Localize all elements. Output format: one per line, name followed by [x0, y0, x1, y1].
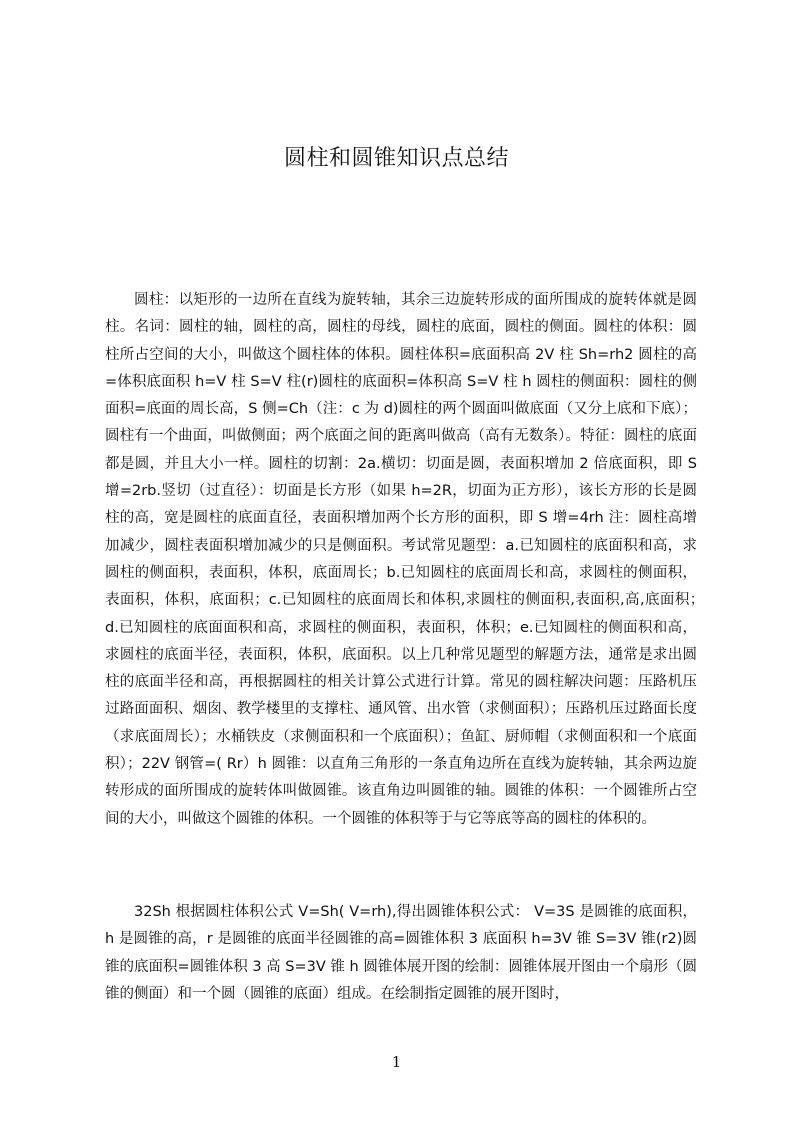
- body-paragraph-cone: 32Sh 根据圆柱体积公式 V=Sh( V=rh),得出圆锥体积公式： V=3S 是圆锥的底面积，h 是圆锥的高，r 是圆锥的底面半径圆锥的高=圆锥体积 3 底面积 h=3V 锥 S=3V 锥(r2)圆锥的底面积=圆锥体积 3 高 S=3V 锥 h 圆锥体展开图的绘制：圆锥体展开图由一个扇形（圆锥的侧面）和一个圆（圆锥的底面）组成。在绘制指定圆锥的展开图时，: [105, 904, 697, 1002]
- body-paragraph-cylinder: 圆柱：以矩形的一边所在直线为旋转轴，其余三边旋转形成的面所围成的旋转体就是圆柱。名词：圆柱的轴，圆柱的高，圆柱的母线，圆柱的底面，圆柱的侧面。圆柱的体积：圆柱所占空间的大小，叫做这个圆柱体的体积。圆柱体积=底面积高 2V 柱 Sh=rh2 圆柱的高=体积底面积 h=V 柱 S=V 柱(r)圆柱的底面积=体积高 S=V 柱 h 圆柱的侧面积：圆柱的侧面积=底面的周长高，S 侧=Ch（注：c 为 d)圆柱的两个圆面叫做底面（又分上底和下底）；圆柱有一个曲面，叫做侧面；两个底面之间的距离叫做高（高有无数条）。特征：圆柱的底面都是圆，并且大小一样。圆柱的切割：2a.横切：切面是圆，表面积增加 2 倍底面积，即 S 增=2rb.竖切（过直径）：切面是长方形（如果 h=2R，切面为正方形），该长方形的长是圆柱的高，宽是圆柱的底面直径，表面积增加两个长方形的面积，即 S 增=4rh 注：圆柱高增加减少，圆柱表面积增加减少的只是侧面积。考试常见题型：a.已知圆柱的底面积和高，求圆柱的侧面积，表面积，体积，底面周长；b.已知圆柱的底面周长和高，求圆柱的侧面积，表面积，体积，底面积；c.已知圆柱的底面周长和体积,求圆柱的侧面积,表面积,高,底面积； d.已知圆柱的底面面积和高，求圆柱的侧面积，表面积，体积；e.已知圆柱的侧面积和高，求圆柱的底面半径，表面积，体积，底面积。以上几种常见题型的解题方法，通常是求出圆柱的底面半径和高，再根据圆柱的相关计算公式进行计算。常见的圆柱解决问题：压路机压过路面面积、烟囱、教学楼里的支撑柱、通风管、出水管（求侧面积）；压路机压过路面长度（求底面周长）；水桶铁皮（求侧面积和一个底面积）；鱼缸、厨师帽（求侧面积和一个底面积）；22V 钢管=( Rr）h 圆锥：以直角三角形的一条直角边所在直线为旋转轴，其余两边旋转形成的面所围成的旋转体叫做圆锥。该直角边叫圆锥的轴。圆锥的体积：一个圆锥所占空间的大小，叫做这个圆锥的体积。一个圆锥的体积等于与它等底等高的圆柱的体积的。: [105, 292, 726, 827]
- document-title: 圆柱和圆锥知识点总结: [283, 146, 509, 171]
- page-number: 1: [391, 1053, 402, 1071]
